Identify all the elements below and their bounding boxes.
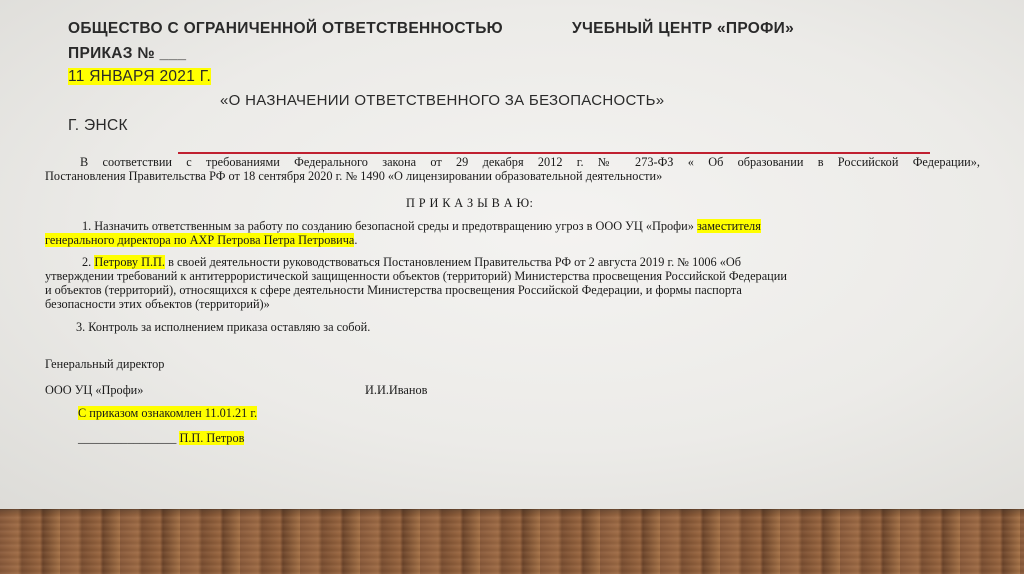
- item2-line-3: и объектов (территорий), относящихся к сфере деятельности Министерства просвещения Российской Федерации, и формы паспорта: [45, 283, 742, 297]
- item1-line-1: [82, 219, 761, 234]
- signature-position: Генеральный директор: [45, 357, 165, 371]
- item1-text: 1. Назначить ответственным за работу по созданию безопасной среды и предотвращению угроз в ООО УЦ «Профи»: [82, 219, 694, 233]
- item1-highlight-1: заместителя: [696, 219, 761, 233]
- item2-line-2: утверждении требований к антитеррористической защищенности объектов (территорий) Министерства просвещения Российской Федерации: [45, 269, 787, 283]
- city: Г. ЭНСК: [68, 117, 128, 134]
- acknowledgement-signature: [78, 431, 244, 446]
- item1-end: .: [354, 233, 358, 247]
- red-divider-line: [178, 152, 930, 154]
- item2-name-highlight: Петрову П.П.: [94, 255, 165, 269]
- preamble-line-2: Постановления Правительства РФ от 18 сентября 2020 г. № 1490 «О лицензировании образовательной деятельности»: [45, 169, 663, 183]
- item2-line-1: [82, 255, 741, 270]
- header-org: ОБЩЕСТВО С ОГРАНИЧЕННОЙ ОТВЕТСТВЕННОСТЬЮ: [68, 20, 503, 37]
- order-word: П Р И К А З Ы В А Ю:: [406, 196, 534, 210]
- signature-blank: ________________: [78, 431, 177, 445]
- item1-line-2: [45, 233, 357, 248]
- item3: 3. Контроль за исполнением приказа оставляю за собой.: [76, 320, 371, 334]
- signature-company: ООО УЦ «Профи»: [45, 383, 144, 397]
- item2-text: в своей деятельности руководствоваться Постановлением Правительства РФ от 2 августа 2019 г. № 1006 «Об: [168, 255, 742, 269]
- acknowledgement: [78, 406, 257, 421]
- item1-highlight-2: генерального директора по АХР Петрова Петра Петровича: [45, 233, 355, 247]
- acknowledgement-text: С приказом ознакомлен 11.01.21 г.: [78, 406, 258, 420]
- item2-number: 2.: [82, 255, 92, 269]
- order-date: [68, 68, 211, 86]
- order-date-text: 11 ЯНВАРЯ 2021 Г.: [68, 68, 212, 85]
- acknowledgement-name: П.П. Петров: [179, 431, 245, 445]
- order-number: ПРИКАЗ № ___: [68, 45, 187, 62]
- signature-name: И.И.Иванов: [365, 383, 428, 397]
- item2-line-4: безопасности этих объектов (территорий)»: [45, 297, 270, 311]
- preamble-line-1: В соответствии с требованиями Федерального закона от 29 декабря 2012 г. № 273-ФЗ « Об образовании в Российской Федерации»,: [80, 155, 980, 169]
- header-center: УЧЕБНЫЙ ЦЕНТР «ПРОФИ»: [572, 20, 795, 37]
- wooden-floor: [0, 509, 1024, 574]
- order-subject: «О НАЗНАЧЕНИИ ОТВЕТСТВЕННОГО ЗА БЕЗОПАСНОСТЬ»: [220, 92, 665, 109]
